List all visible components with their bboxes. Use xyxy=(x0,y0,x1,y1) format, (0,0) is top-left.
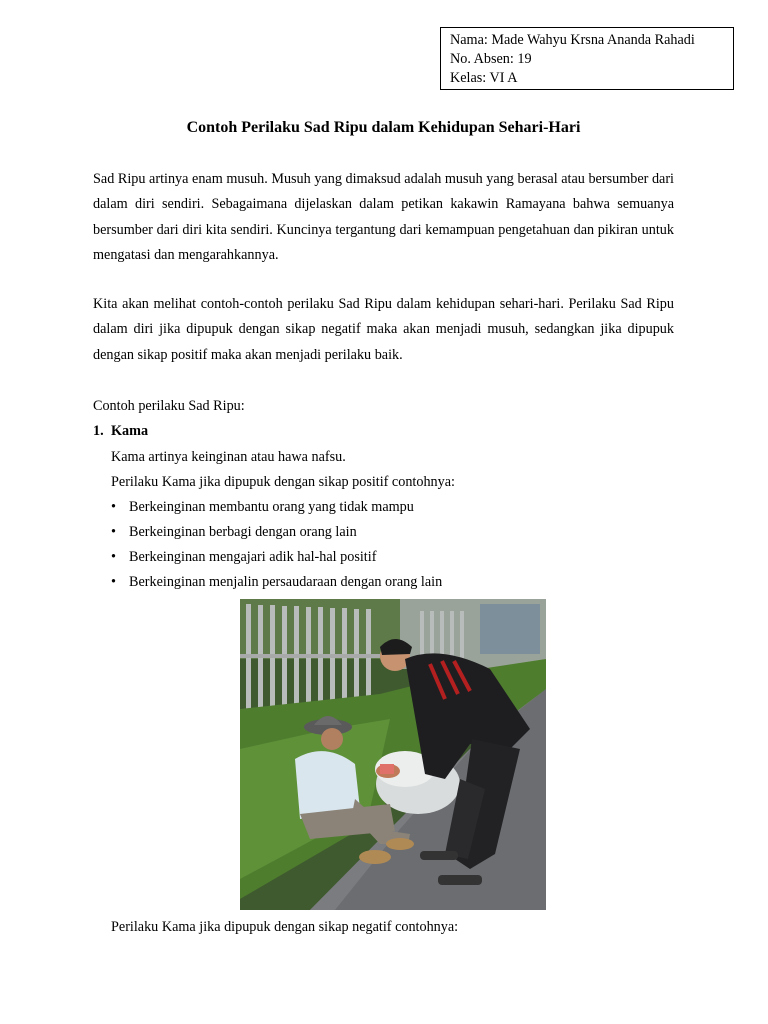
section-heading-kama: Kama xyxy=(111,423,149,439)
kama-positive-intro: Perilaku Kama jika dipupuk dengan sikap positif contohnya: xyxy=(111,474,455,490)
paragraph-intro: Sad Ripu artinya enam musuh. Musuh yang dimaksud adalah musuh yang berasal atau bersumber dari dalam diri sendiri. Sebagaimana dijelaskan dalam petikan kakawin Ramayana bahwa semuanya bersumber dari diri kita sendiri. Kuncinya tergantung dari kemampuan pengetahuan dan pikiran untuk mengatasi dan mengarahkannya. xyxy=(93,171,674,263)
student-class: Kelas: VI A xyxy=(450,70,518,86)
document-title: Contoh Perilaku Sad Ripu dalam Kehidupan Sehari-Hari xyxy=(186,119,581,136)
examples-intro: Contoh perilaku Sad Ripu: xyxy=(93,398,245,414)
student-name: Nama: Made Wahyu Krsna Ananda Rahadi xyxy=(450,32,695,48)
student-absen: No. Absen: 19 xyxy=(450,51,532,67)
kama-definition: Kama artinya keinginan atau hawa nafsu. xyxy=(111,449,346,465)
bullet-icon: • xyxy=(111,549,116,565)
bullet-icon: • xyxy=(111,524,116,540)
bullet-icon: • xyxy=(111,574,116,590)
list-item-text: Berkeinginan menjalin persaudaraan dengan orang lain xyxy=(129,574,443,590)
list-item-text: Berkeinginan mengajari adik hal-hal positif xyxy=(129,549,377,565)
section-number: 1. xyxy=(93,423,104,439)
bullet-icon: • xyxy=(111,499,116,515)
list-item-text: Berkeinginan membantu orang yang tidak mampu xyxy=(129,499,414,515)
list-item-text: Berkeinginan berbagi dengan orang lain xyxy=(129,524,357,540)
kama-example-photo xyxy=(240,599,546,910)
kama-negative-intro: Perilaku Kama jika dipupuk dengan sikap negatif contohnya: xyxy=(111,919,459,935)
paragraph-examples: Kita akan melihat contoh-contoh perilaku Sad Ripu dalam kehidupan sehari-hari. Perilaku Sad Ripu dalam diri jika dipupuk dengan sikap negatif maka akan menjadi musuh, sedangkan jika dipupuk dengan sikap positif maka akan menjadi perilaku baik. xyxy=(93,296,674,363)
student-info-box xyxy=(440,27,734,90)
